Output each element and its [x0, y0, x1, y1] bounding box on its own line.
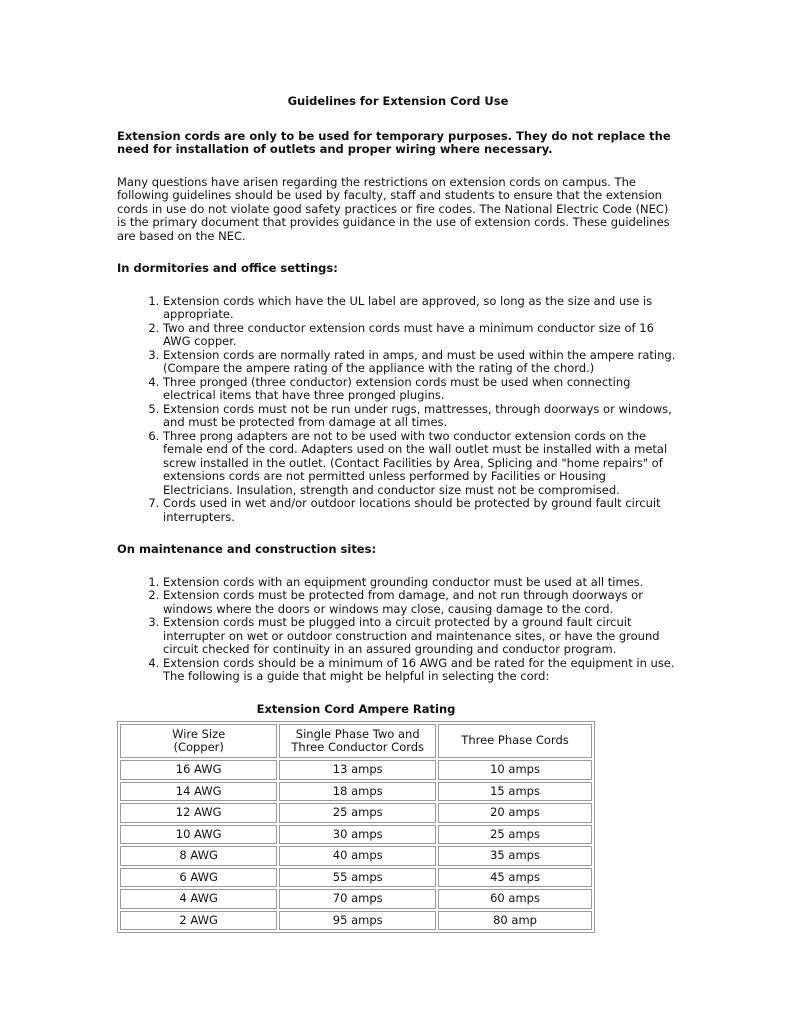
three-phase-cell: 80 amp: [438, 911, 592, 931]
wire-size-cell: 4 AWG: [120, 889, 277, 909]
dormitories-heading: In dormitories and office settings:: [117, 261, 338, 275]
intro-statement: Extension cords are only to be used for temporary purposes. They do not replace the need for installation of outlets and proper wiring where necessary.: [117, 128, 671, 156]
single-phase-cell: 25 amps: [279, 803, 436, 823]
header-wire-size: [120, 724, 277, 758]
single-phase-cell: 30 amps: [279, 825, 436, 845]
single-phase-cell: 55 amps: [279, 868, 436, 888]
list-item: 1. Extension cords with an equipment grounding conductor must be used at all times.: [163, 576, 677, 590]
list-item: 3. Extension cords are normally rated in amps, and must be used within the ampere rating. (Compare the ampere rating of the appliance with the rating of the chord.): [163, 349, 677, 376]
wire-size-cell: 2 AWG: [120, 911, 277, 931]
table-row: [120, 760, 592, 780]
wire-size-cell: 6 AWG: [120, 868, 277, 888]
header-single-phase-line1: Single Phase Two and: [295, 726, 420, 741]
list-item: 6. Three prong adapters are not to be used with two conductor extension cords on the female end of the cord. Adapters used on the wall outlet must be installed with a metal screw installed in the outlet. (Contact Facilities by Area, Splicing and "home repairs" of extensions cords are not permitted unless performed by Facilities or Housing Electricians. Insulation, strength and conductor size must not be compromised.: [163, 430, 677, 498]
ampere-rating-table: [117, 721, 595, 933]
maintenance-heading: On maintenance and construction sites:: [117, 542, 377, 556]
list-item: 4. Three pronged (three conductor) extension cords must be used when connecting electrical items that have three pronged plugins.: [163, 376, 677, 403]
document-page: [117, 95, 677, 933]
three-phase-cell: 45 amps: [438, 868, 592, 888]
three-phase-cell: 25 amps: [438, 825, 592, 845]
wire-size-cell: 8 AWG: [120, 846, 277, 866]
table-row: [120, 803, 592, 823]
header-single-phase-line2: Three Conductor Cords: [291, 740, 425, 754]
document-title: Guidelines for Extension Cord Use: [287, 94, 509, 108]
wire-size-cell: 16 AWG: [120, 760, 277, 780]
single-phase-cell: 13 amps: [279, 760, 436, 780]
table-caption: Extension Cord Ampere Rating: [256, 701, 456, 716]
single-phase-cell: 18 amps: [279, 782, 436, 802]
header-single-phase: [279, 724, 436, 758]
header-wire-size-line1: Wire Size: [172, 726, 226, 741]
table-row: [120, 868, 592, 888]
three-phase-cell: 20 amps: [438, 803, 592, 823]
three-phase-cell: 15 amps: [438, 782, 592, 802]
wire-size-cell: 10 AWG: [120, 825, 277, 845]
single-phase-cell: 70 amps: [279, 889, 436, 909]
table-row: [120, 846, 592, 866]
single-phase-cell: 40 amps: [279, 846, 436, 866]
header-wire-size-line2: (Copper): [173, 740, 224, 754]
table-row: [120, 825, 592, 845]
header-three-phase: Three Phase Cords: [438, 724, 592, 758]
list-item: 7. Cords used in wet and/or outdoor locations should be protected by ground fault circuit interrupters.: [163, 497, 677, 524]
three-phase-cell: 60 amps: [438, 889, 592, 909]
list-item: 2. Two and three conductor extension cords must have a minimum conductor size of 16 AWG copper.: [163, 322, 677, 349]
intro-paragraph: Many questions have arisen regarding the restrictions on extension cords on campus. The following guidelines should be used by faculty, staff and students to ensure that the extension cords in use do not violate good safety practices or fire codes. The National Electric Code (NEC) is the primary document that provides guidance in the use of extension cords. These guidelines are based on the NEC.: [117, 174, 670, 243]
table-row: [120, 782, 592, 802]
list-item: 1. Extension cords which have the UL label are approved, so long as the size and use is appropriate.: [163, 295, 677, 322]
three-phase-cell: 10 amps: [438, 760, 592, 780]
single-phase-cell: 95 amps: [279, 911, 436, 931]
list-item: 5. Extension cords must not be run under rugs, mattresses, through doorways or windows, and must be protected from damage at all times.: [163, 403, 677, 430]
maintenance-list: [117, 576, 677, 684]
dormitories-list: [117, 295, 677, 525]
list-item: 2. Extension cords must be protected from damage, and not run through doorways or windows where the doors or windows may close, causing damage to the cord.: [163, 589, 677, 616]
list-item: 3. Extension cords must be plugged into a circuit protected by a ground fault circuit interrupter on wet or outdoor construction and maintenance sites, or have the ground circuit checked for continuity in an assured grounding and conductor program.: [163, 616, 677, 657]
three-phase-cell: 35 amps: [438, 846, 592, 866]
wire-size-cell: 12 AWG: [120, 803, 277, 823]
table-row: [120, 911, 592, 931]
table-header-row: [120, 724, 592, 758]
list-item: 4. Extension cords should be a minimum of 16 AWG and be rated for the equipment in use. The following is a guide that might be helpful in selecting the cord:: [163, 657, 677, 684]
wire-size-cell: 14 AWG: [120, 782, 277, 802]
table-row: [120, 889, 592, 909]
